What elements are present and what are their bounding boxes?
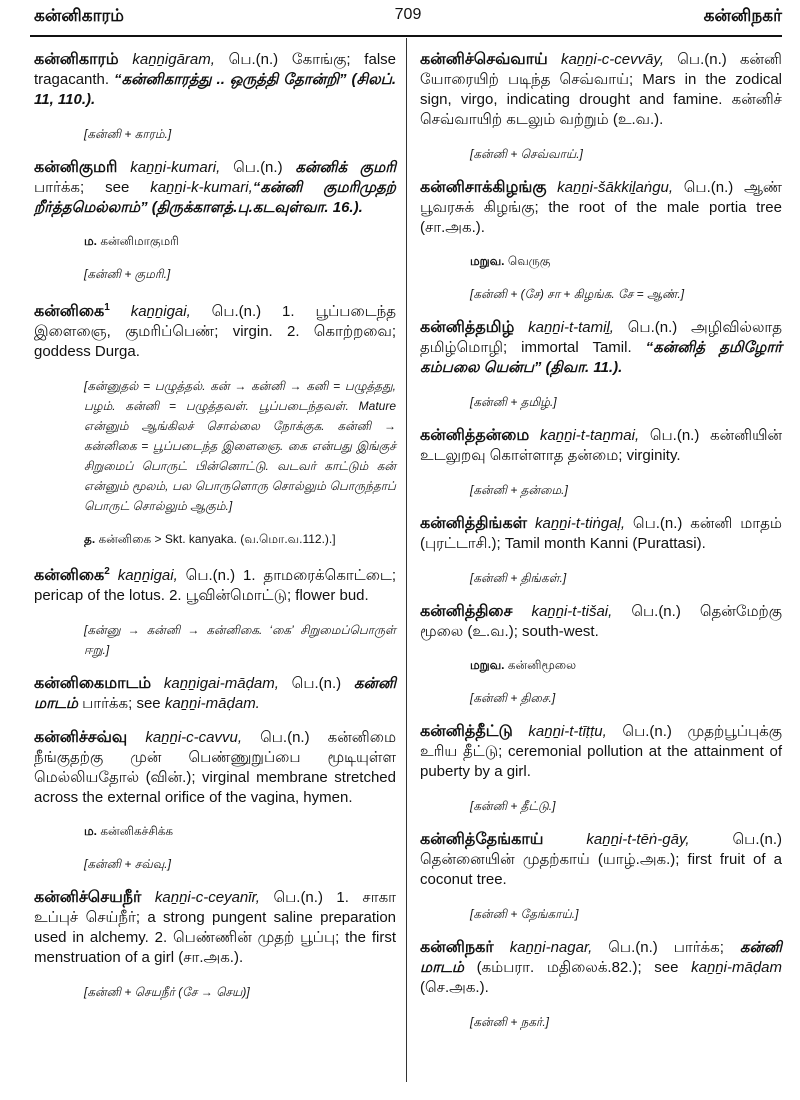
column-divider	[406, 38, 407, 1082]
header-left-guideword: கன்னிகாரம்	[34, 6, 124, 25]
headword: கன்னிச்செவ்வாய்	[420, 51, 548, 68]
entry-kanninagar	[420, 938, 782, 998]
headword: கன்னிச்சவ்வு	[34, 729, 128, 746]
headword: கன்னிச்செயநீர்	[34, 889, 142, 906]
page-number: 709	[394, 6, 422, 23]
transliteration: kaṉṉi-c-cavvu,	[145, 729, 243, 746]
definition-end: (செ.அக.).	[420, 979, 489, 996]
entry-kannikaram	[34, 50, 396, 110]
headword: கன்னிகாரம்	[34, 51, 119, 68]
definition: பெ.(n.) 1. தாமரைக்கொட்டை; pericap of the lotus. 2. பூவின்மொட்டு; flower bud.	[34, 567, 396, 604]
definition-cont: பார்க்க; see	[34, 179, 151, 196]
cognate-line	[84, 822, 396, 840]
entry-kannisakkizhangu	[420, 178, 782, 238]
headword: கன்னிநகர்	[420, 939, 494, 956]
transliteration: kaṉṉigai,	[130, 303, 191, 320]
etymology-note: [கன்னி + குமரி.]	[84, 267, 171, 281]
headword: கன்னித்தமிழ்	[420, 319, 515, 336]
header-rule	[30, 35, 782, 37]
cognate-line	[470, 656, 782, 674]
entry-kannichavvu	[34, 728, 396, 808]
definition: பெ.(n.)	[233, 159, 296, 176]
transliteration: kaṉṉi-t-tamiḻ,	[528, 319, 614, 336]
etymology-note: [கன்னு → கன்னி → கன்னிகை. ‘கை’ சிறுமைப்பொருள் ஈறு.]	[84, 623, 396, 657]
cognate-lang: மறுவ.	[470, 254, 505, 268]
definition-cont: (கம்பரா. மதிலைக்.82.); see	[463, 959, 692, 976]
etymology-note: [கன்னி + (சே) சா + கிழங்க. சே = ஆண்.]	[470, 287, 685, 301]
etymology-note: [கன்னி + தேங்காய்.]	[470, 907, 579, 921]
entry-kannikai-1	[34, 298, 396, 362]
headword: கன்னிகைமாடம்	[34, 675, 152, 692]
cognate-word: கன்னிகை > Skt. kanyaka. (வ.மொ.வ.112.).]	[95, 532, 336, 546]
definition: பெ.(n.) கன்னி யோரையிற் படிந்த செவ்வாய்; Mars in the zodical sign, virgo, indicating drought and famine. கன்னிச் செவ்வாயிற் கடலும் வற்றும் (உ.வ.).	[420, 51, 783, 128]
definition: பெ.(n.) கன்னிமை நீங்குதற்கு முன் பெண்ணுறுப்பை மூடியுள்ள மெல்லியதோல் (வின்.); virginal membrane stretched across the external orifice of the vagina, hymen.	[34, 729, 397, 806]
cognate-lang: த.	[84, 532, 96, 546]
cross-reference: கன்னி மாடம்	[34, 675, 397, 712]
definition: பெ.(n.) தென்மேற்கு மூலை (உ.வ.); south-west.	[420, 603, 782, 640]
etymology-note: [கன்னி + நகர்.]	[470, 1015, 549, 1029]
transliteration: kaṉṉi-šākkiḻaṅgu,	[557, 179, 674, 196]
transliteration: kaṉṉi-t-taṉmai,	[539, 427, 640, 444]
cognate-line	[84, 530, 396, 548]
definition: பெ.(n.) கன்னி மாதம் (புரட்டாசி.); Tamil month Kanni (Purattasi).	[420, 515, 782, 552]
transliteration: kaṉṉigāram,	[132, 51, 215, 68]
etymology-note: [கன்னுதல் = பழுத்தல். கன் → கன்னி → கனி = பழுத்தது, பழம். கன்னி = பழுத்தவள். பூப்படைந்தவள். Mature என்னும் ஆங்கிலச் சொல்லை நோக்குக. கன்னி → கன்னிகை = பூப்படைந்த இளைஞை. கை என்பது இங்குச் சிறுமைப் பொருட் பின்னொட்டு. வடவர் காட்டும் கன் என்னும் மூலம், பல பொருளொரு சொல்லும் பொருந்தாப் பொருட் சொல்லும் ஆகும்.]	[84, 379, 396, 513]
headword: கன்னிகை	[34, 567, 105, 584]
etymology-note: [கன்னி + தன்மை.]	[470, 483, 568, 497]
etymology-note: [கன்னி + செயநீர் (சே → செய)]	[84, 985, 250, 999]
transliteration: kaṉṉi-nagar,	[509, 939, 593, 956]
homonym-number: 1	[104, 302, 110, 313]
headword: கன்னித்தேங்காய்	[420, 831, 544, 848]
transliteration: kaṉṉi-t-tiṅgaḷ,	[534, 515, 626, 532]
entry-kannithamizh	[420, 318, 782, 378]
etymology-note: [கன்னி + திசை.]	[470, 691, 556, 705]
cognate-line	[470, 252, 782, 270]
transliteration: kaṉṉi-t-tīṭṭu,	[528, 723, 607, 740]
definition: பெ.(n.) கன்னியின் உடலுறவு கொள்ளாத தன்மை; virginity.	[420, 427, 783, 464]
entry-kannikai-2	[34, 562, 396, 606]
etymology-note: [கன்னி + செவ்வாய்.]	[470, 147, 583, 161]
entry-kannithanmai	[420, 426, 782, 466]
transliteration: kaṉṉigai-māḍam,	[163, 675, 279, 692]
entry-kannichevvai	[420, 50, 782, 130]
cross-reference: கன்னி மாடம்	[420, 939, 782, 976]
transliteration-ref: kaṉṉi-māḍam.	[164, 695, 260, 712]
citation: “கன்னி குமரிமுதற் றீர்த்தமெல்லாம்” (திருக்காளத்.பு.கடவுள்வா. 16.).	[34, 179, 396, 216]
header-right-guideword: கன்னிநகர்	[703, 6, 782, 25]
definition: பெ.(n.) 1. பூப்படைந்த இளைஞை, குமரிப்பெண்; virgin. 2. கொற்றவை; goddess Durga.	[34, 303, 396, 360]
cognate-word: கன்னிமூலை	[504, 658, 577, 672]
transliteration-ref: kaṉṉi-k-kumari,	[150, 179, 253, 196]
cognate-lang: ம.	[84, 824, 97, 838]
headword: கன்னித்தன்மை	[420, 427, 530, 444]
headword: கன்னிகுமரி	[34, 159, 118, 176]
etymology-note: [கன்னி + தமிழ்.]	[470, 395, 557, 409]
headword: கன்னித்தீட்டு	[420, 723, 513, 740]
headword: கன்னித்திசை	[420, 603, 513, 620]
transliteration: kaṉṉigai,	[117, 567, 178, 584]
cross-reference: கன்னிக் குமரி	[295, 159, 396, 176]
transliteration-ref: kaṉṉi-māḍam	[691, 959, 782, 976]
transliteration: kaṉṉi-c-cevvāy,	[560, 51, 665, 68]
citation: “கன்னிகாரத்து .. ஒருத்தி தோன்றி” (சிலப். 11, 110.).	[34, 71, 397, 108]
entry-kannitheettu	[420, 722, 782, 782]
definition: பெ.(n.) 1. சாகா உப்புச் செய்நீர்; a strong pungent saline preparation used in alchemy. 2. பெண்ணின் முதற் பூப்பு; the first menstruation of a girl (சா.அக.).	[34, 889, 397, 966]
transliteration: kaṉṉi-c-ceyanīr,	[154, 889, 260, 906]
cognate-word: கன்னிகச்சிக்க	[97, 824, 174, 838]
etymology-note: [கன்னி + தீட்டு.]	[470, 799, 556, 813]
citation: “கன்னித் தமிழோர் கம்பலை யென்ப” (திவா. 11.).	[420, 339, 783, 376]
definition: பெ.(n.) ஆண் பூவரசுக் கிழங்கு; the root of the male portia tree (சா.அக.).	[420, 179, 782, 236]
definition: பெ.(n.)	[291, 675, 354, 692]
definition: பெ.(n.) முதற்பூப்புக்கு உரிய தீட்டு; ceremonial pollution at the attainment of puberty by a girl.	[420, 723, 783, 780]
cognate-word: கன்னிமாகுமரி	[97, 234, 179, 248]
definition: பெ.(n.) கோங்கு; false tragacanth.	[34, 51, 396, 88]
transliteration: kaṉṉi-t-tišai,	[531, 603, 613, 620]
headword: கன்னிசாக்கிழங்கு	[420, 179, 547, 196]
entry-kannikaimadam	[34, 674, 396, 714]
cognate-line	[84, 232, 396, 250]
definition: பெ.(n.) அழிவில்லாத தமிழ்மொழி; immortal Tamil.	[420, 319, 783, 356]
transliteration: kaṉṉi-kumari,	[130, 159, 221, 176]
transliteration: kaṉṉi-t-tēṅ-gāy,	[586, 831, 690, 848]
cognate-lang: மறுவ.	[470, 658, 505, 672]
etymology-note: [கன்னி + சவ்வு.]	[84, 857, 171, 871]
entry-kannicheyanir	[34, 888, 396, 968]
homonym-number: 2	[104, 566, 110, 577]
headword: கன்னிகை	[34, 303, 105, 320]
definition: பெ.(n.) பார்க்க;	[608, 939, 740, 956]
cognate-lang: ம.	[84, 234, 97, 248]
right-column	[420, 50, 782, 1046]
entry-kannikumari	[34, 158, 396, 218]
page-header	[34, 6, 782, 32]
entry-kannithisai	[420, 602, 782, 642]
headword: கன்னித்திங்கள்	[420, 515, 528, 532]
etymology-note: [கன்னி + காரம்.]	[84, 127, 172, 141]
etymology-note: [கன்னி + திங்கள்.]	[470, 571, 567, 585]
cognate-word: வெருகு	[504, 254, 551, 268]
left-column	[34, 50, 396, 1016]
entry-kannithingal	[420, 514, 782, 554]
entry-kannithengai	[420, 830, 782, 890]
definition-cont: பார்க்க; see	[77, 695, 165, 712]
definition: பெ.(n.) தென்னையின் முதற்காய் (யாழ்.அக.); first fruit of a coconut tree.	[420, 831, 783, 888]
